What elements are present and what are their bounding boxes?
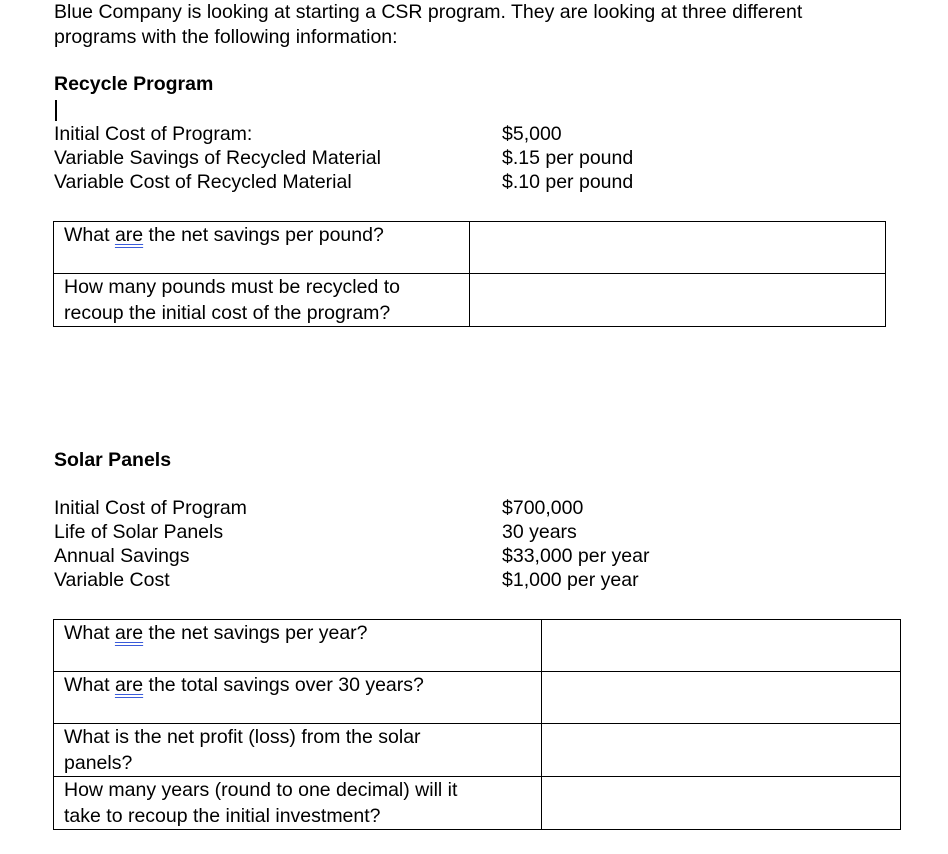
solar-question-4: How many years (round to one decimal) will it take to recoup the initial investment? — [54, 777, 542, 830]
recycle-label-initial-cost: Initial Cost of Program: — [54, 123, 253, 145]
solar-question-3: What is the net profit (loss) from the solar panels? — [54, 724, 542, 777]
solar-question-1: What are the net savings per year? — [54, 620, 542, 672]
recycle-question-1: What are the net savings per pound? — [54, 222, 470, 274]
recycle-value-variable-cost: $.10 per pound — [502, 171, 634, 193]
recycle-heading: Recycle Program — [54, 73, 214, 95]
intro-line-2: programs with the following information: — [54, 26, 398, 48]
recycle-label-variable-savings: Variable Savings of Recycled Material — [54, 147, 381, 169]
solar-info-values — [502, 496, 802, 592]
table-row — [54, 672, 901, 724]
solar-answer-2[interactable] — [542, 672, 901, 724]
solar-value-life: 30 years — [502, 521, 577, 543]
solar-label-annual-savings: Annual Savings — [54, 545, 190, 567]
table-row — [54, 274, 886, 327]
solar-label-life: Life of Solar Panels — [54, 521, 224, 543]
recycle-question-table — [53, 221, 886, 327]
table-row — [54, 620, 901, 672]
recycle-info-labels — [54, 122, 494, 194]
solar-answer-1[interactable] — [542, 620, 901, 672]
recycle-value-initial-cost: $5,000 — [502, 123, 562, 145]
intro-paragraph — [54, 0, 934, 50]
table-row — [54, 777, 901, 830]
recycle-answer-2[interactable] — [470, 274, 886, 327]
solar-answer-4[interactable] — [542, 777, 901, 830]
solar-answer-3[interactable] — [542, 724, 901, 777]
intro-line-1: Blue Company is looking at starting a CSR program. They are looking at three different — [54, 1, 803, 23]
solar-label-variable-cost: Variable Cost — [54, 569, 170, 591]
solar-question-2: What are the total savings over 30 years? — [54, 672, 542, 724]
solar-value-variable-cost: $1,000 per year — [502, 569, 639, 591]
solar-value-annual-savings: $33,000 per year — [502, 545, 650, 567]
recycle-value-variable-savings: $.15 per pound — [502, 147, 634, 169]
solar-question-table — [53, 619, 901, 830]
solar-label-initial-cost: Initial Cost of Program — [54, 497, 247, 519]
solar-value-initial-cost: $700,000 — [502, 497, 584, 519]
table-row — [54, 724, 901, 777]
solar-heading: Solar Panels — [54, 449, 172, 471]
recycle-label-variable-cost: Variable Cost of Recycled Material — [54, 171, 352, 193]
recycle-info-values — [502, 122, 802, 194]
solar-info-labels — [54, 496, 494, 592]
table-row — [54, 222, 886, 274]
recycle-answer-1[interactable] — [470, 222, 886, 274]
recycle-question-2: How many pounds must be recycled to recoup the initial cost of the program? — [54, 274, 470, 327]
text-cursor — [55, 100, 57, 121]
